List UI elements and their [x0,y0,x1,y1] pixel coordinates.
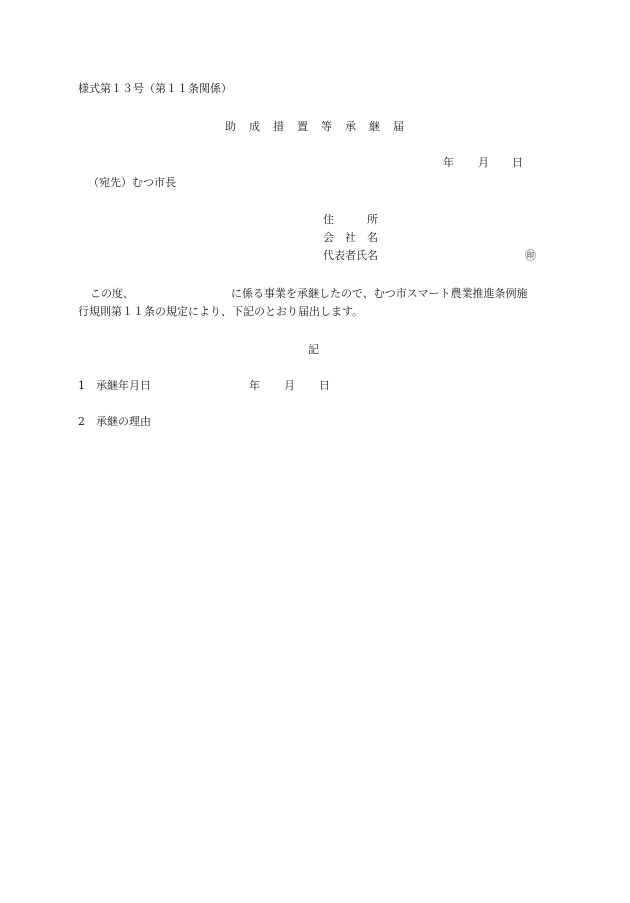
item-year: 年 [249,379,260,392]
item-number: 1 [78,379,85,392]
date-month: 月 [478,156,489,169]
item-number: 2 [78,415,85,428]
body-line1-end: に係る事業を承継したので、むつ市スマート農業推進条例施 [231,287,528,300]
seal-mark: ㊞ [525,249,536,262]
item-day: 日 [319,379,330,392]
note-heading: 記 [308,343,319,356]
body-line1-start: この度、 [90,287,134,300]
item-month: 月 [284,379,295,392]
date-day: 日 [512,156,523,169]
item-label: 承継年月日 [96,379,151,392]
addressee: （宛先）むつ市長 [88,176,176,189]
address-label: 住 所 [323,213,378,226]
item-label: 承継の理由 [96,415,151,428]
document-title: 助 成 措 置 等 承 継 届 [225,120,405,133]
date-year: 年 [443,156,454,169]
form-number: 様式第１３号（第１１条関係） [78,82,232,95]
company-label: 会 社 名 [323,231,378,244]
body-line2: 行規則第１１条の規定により、下記のとおり届出します。 [78,305,364,318]
representative-label: 代表者氏名 [323,249,378,262]
